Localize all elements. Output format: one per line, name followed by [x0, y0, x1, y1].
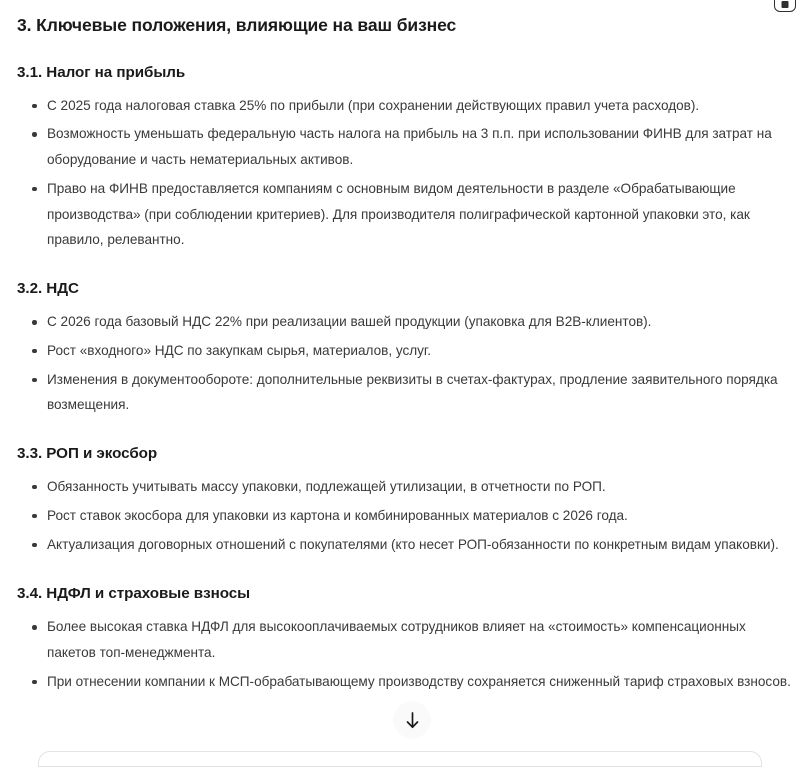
- list-item: С 2026 года базовый НДС 22% при реализации вашей продукции (упаковка для B2B-клиентов).: [14, 309, 792, 335]
- bullet-list: [14, 474, 792, 557]
- list-item: С 2025 года налоговая ставка 25% по прибыли (при сохранении действующих правил учета расходов).: [14, 93, 792, 119]
- section-3-4: [14, 584, 792, 694]
- list-item: Рост ставок экосбора для упаковки из картона и комбинированных материалов с 2026 года.: [14, 503, 792, 529]
- list-item: Право на ФИНВ предоставляется компаниям с основным видом деятельности в разделе «Обрабатывающие производства» (при соблюдении критериев). Для производителя полиграфической картонной упаковки это, как правило, релевантно.: [14, 176, 792, 253]
- list-item: При отнесении компании к МСП-обрабатывающему производству сохраняется сниженный тариф страховых взносов.: [14, 669, 792, 695]
- list-item: Возможность уменьшать федеральную часть налога на прибыль на 3 п.п. при использовании ФИНВ для затрат на оборудование и часть нематериальных активов.: [14, 121, 792, 173]
- list-item: Обязанность учитывать массу упаковки, подлежащей утилизации, в отчетности по РОП.: [14, 474, 792, 500]
- list-item: Актуализация договорных отношений с покупателями (кто несет РОП-обязанности по конкретным видам упаковки).: [14, 532, 792, 558]
- section-3-2: [14, 279, 792, 418]
- scroll-down-button[interactable]: [395, 703, 429, 737]
- section-heading: 3.1. Налог на прибыль: [17, 63, 186, 81]
- list-item: Более высокая ставка НДФЛ для высокооплачиваемых сотрудников влияет на «стоимость» компенсационных пакетов топ-менеджмента.: [14, 614, 792, 666]
- section-3-3: [14, 444, 792, 557]
- bullet-list: [14, 93, 792, 254]
- bullet-list: [14, 309, 792, 418]
- save-icon-glyph: [782, 1, 789, 8]
- bottom-sheet-edge: [38, 751, 762, 767]
- save-icon[interactable]: [774, 0, 796, 12]
- list-item: Изменения в документообороте: дополнительные реквизиты в счетах-фактурах, продление заявительного порядка возмещения.: [14, 367, 792, 419]
- bullet-list: [14, 614, 792, 694]
- list-item: Рост «входного» НДС по закупкам сырья, материалов, услуг.: [14, 338, 792, 364]
- section-heading: 3.4. НДФЛ и страховые взносы: [17, 585, 251, 603]
- section-heading: 3.2. НДС: [17, 280, 79, 298]
- arrow-down-icon: [403, 711, 422, 730]
- page-title: 3. Ключевые положения, влияющие на ваш бизнес: [17, 15, 457, 35]
- section-3-1: [14, 63, 792, 254]
- section-heading: 3.3. РОП и экосбор: [17, 445, 158, 463]
